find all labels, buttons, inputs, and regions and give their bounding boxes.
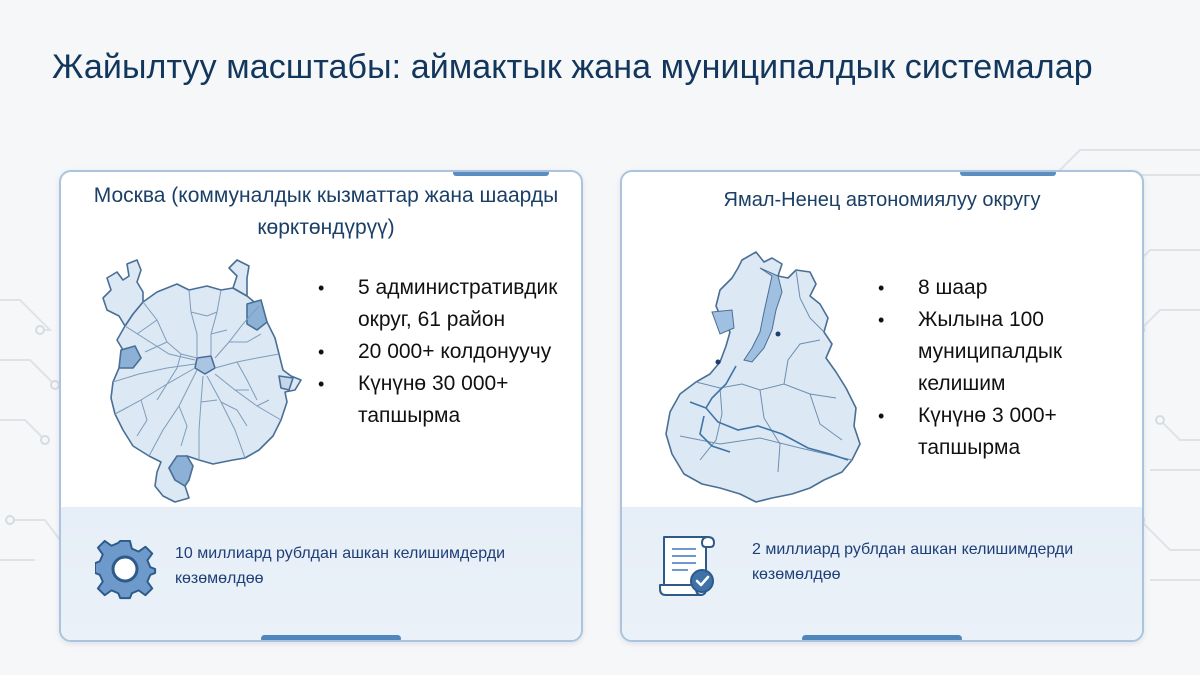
footer-text: 10 миллиард рублдан ашкан келишимдерди көзөмөлдөө [175, 545, 506, 587]
moscow-card [59, 170, 583, 642]
list-item: • Күнүнө 30 000+ тапшырма [318, 368, 563, 432]
accent-bar-bottom [261, 635, 401, 642]
yamal-card [620, 170, 1144, 642]
yamal-map [660, 248, 870, 506]
list-item: • Күнүнө 3 000+ тапшырма [878, 400, 1118, 464]
footer-text: 2 миллиард рублдан ашкан келишимдерди көзөмөлдөө [752, 541, 1074, 583]
yamal-stats-list [878, 272, 1118, 464]
accent-bar-bottom [802, 635, 962, 642]
accent-bar-top [960, 170, 1056, 176]
list-item: • 5 административдик округ, 61 район [318, 272, 563, 336]
card-title: Ямал-Ненец автономиялуу округу [723, 189, 1041, 211]
list-item: • 20 000+ колдонуучу [318, 336, 563, 368]
card-footer [622, 507, 1142, 640]
moscow-stats-list [318, 272, 563, 432]
slide-title: Жайылтуу масштабы: аймактык жана муниципалдык системалар [52, 48, 1093, 86]
list-item: • 8 шаар [878, 272, 1118, 304]
list-item: • Жылына 100 муниципалдык келишим [878, 304, 1118, 400]
moscow-map [97, 250, 307, 506]
card-footer [61, 507, 581, 640]
gear-icon [95, 539, 157, 601]
contract-check-icon [656, 533, 720, 601]
accent-bar-top [453, 170, 549, 176]
card-title: Москва (коммуналдык кызматтар жана шаарды көрктөндүрүү) [93, 184, 559, 239]
